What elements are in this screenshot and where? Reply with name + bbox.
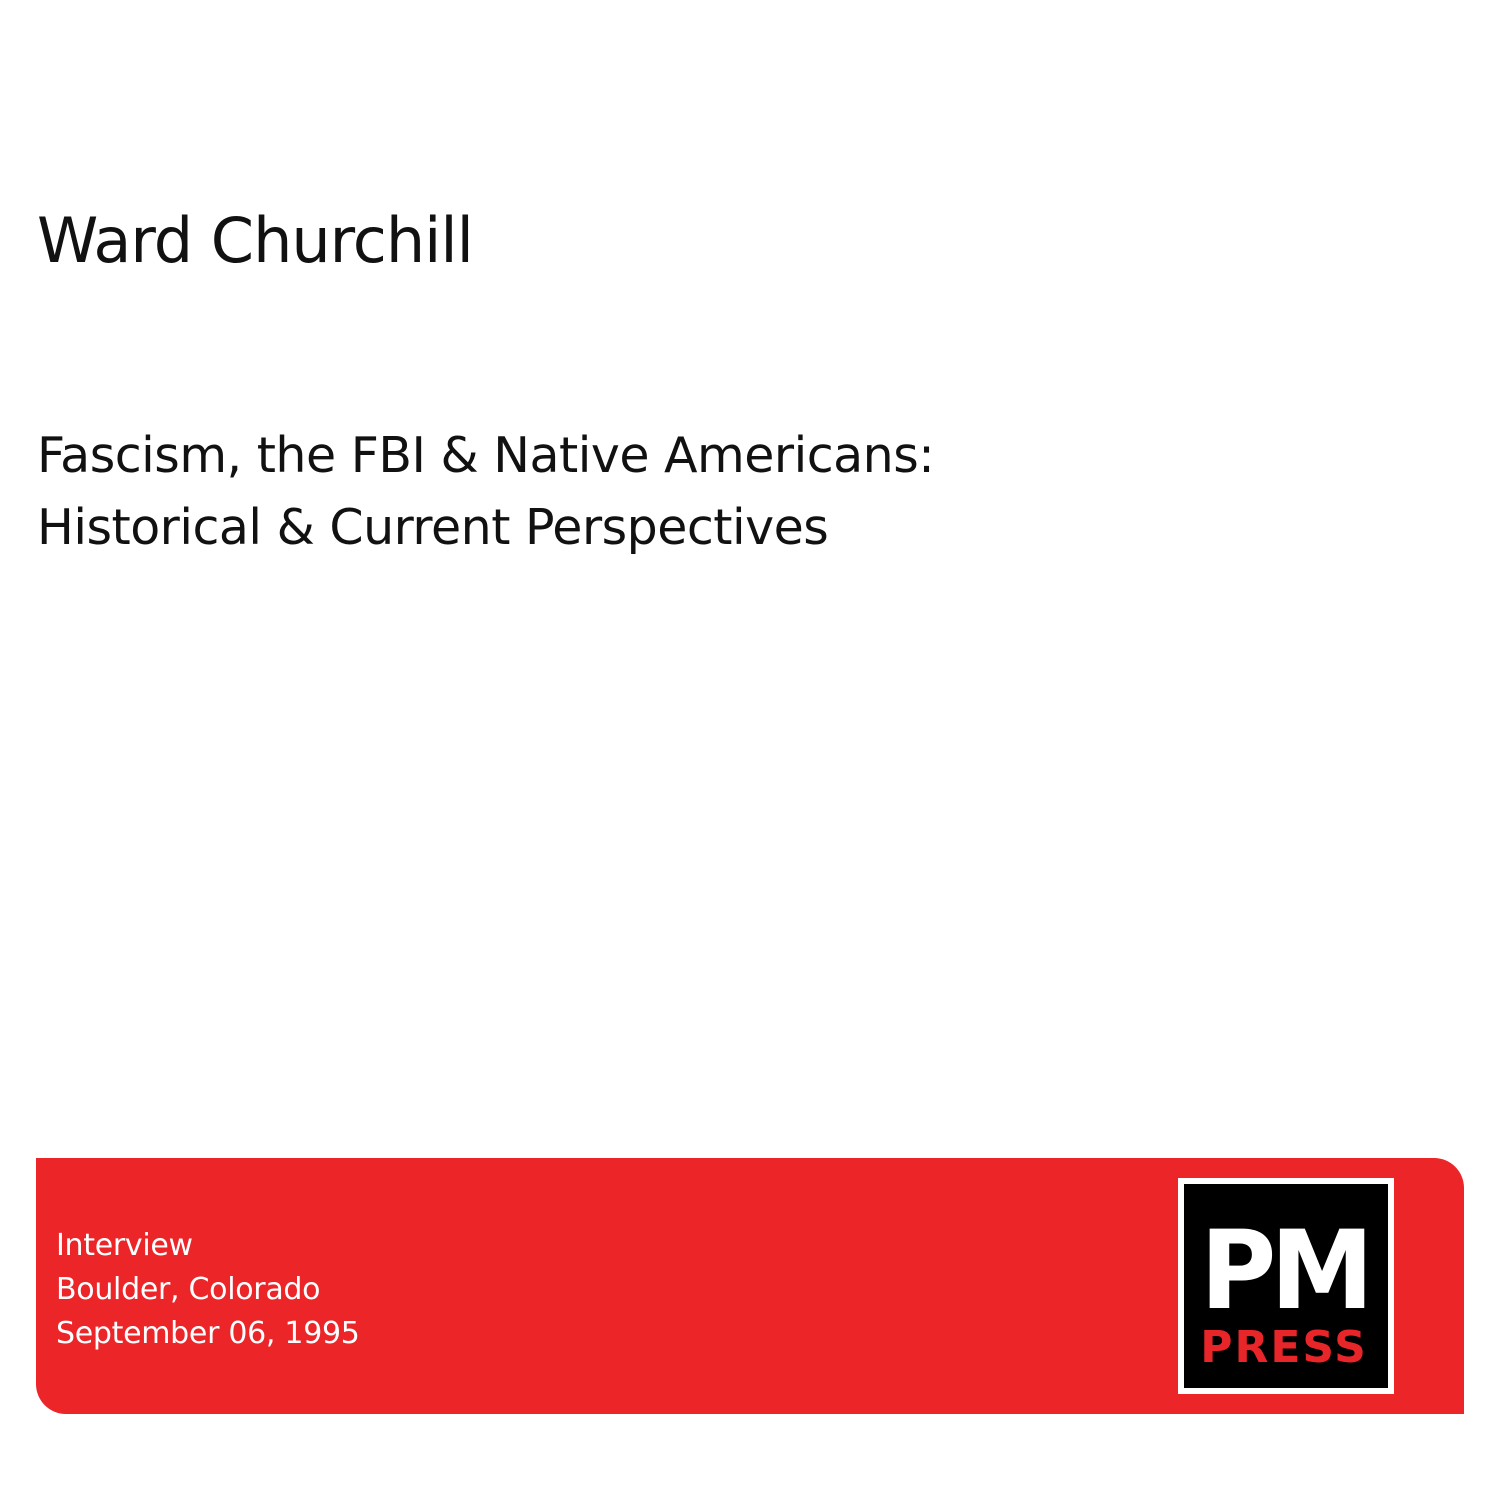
pm-press-logo-mark (1184, 1184, 1388, 1388)
title-line-2: Historical & Current Perspectives (37, 499, 829, 556)
recording-date: September 06, 1995 (56, 1316, 360, 1351)
recording-type: Interview (56, 1228, 193, 1263)
pm-press-logo-graphic (1184, 1184, 1388, 1388)
recording-details (56, 1224, 360, 1356)
info-band (36, 1158, 1464, 1414)
title-line-1: Fascism, the FBI & Native Americans: (37, 427, 935, 484)
logo-press-text: PRESS (1200, 1322, 1368, 1373)
author-name: Ward Churchill (37, 204, 473, 277)
recording-title (37, 420, 934, 564)
pm-press-logo (1178, 1178, 1394, 1394)
recording-location: Boulder, Colorado (56, 1272, 321, 1307)
logo-pm-text: PM (1200, 1207, 1368, 1335)
